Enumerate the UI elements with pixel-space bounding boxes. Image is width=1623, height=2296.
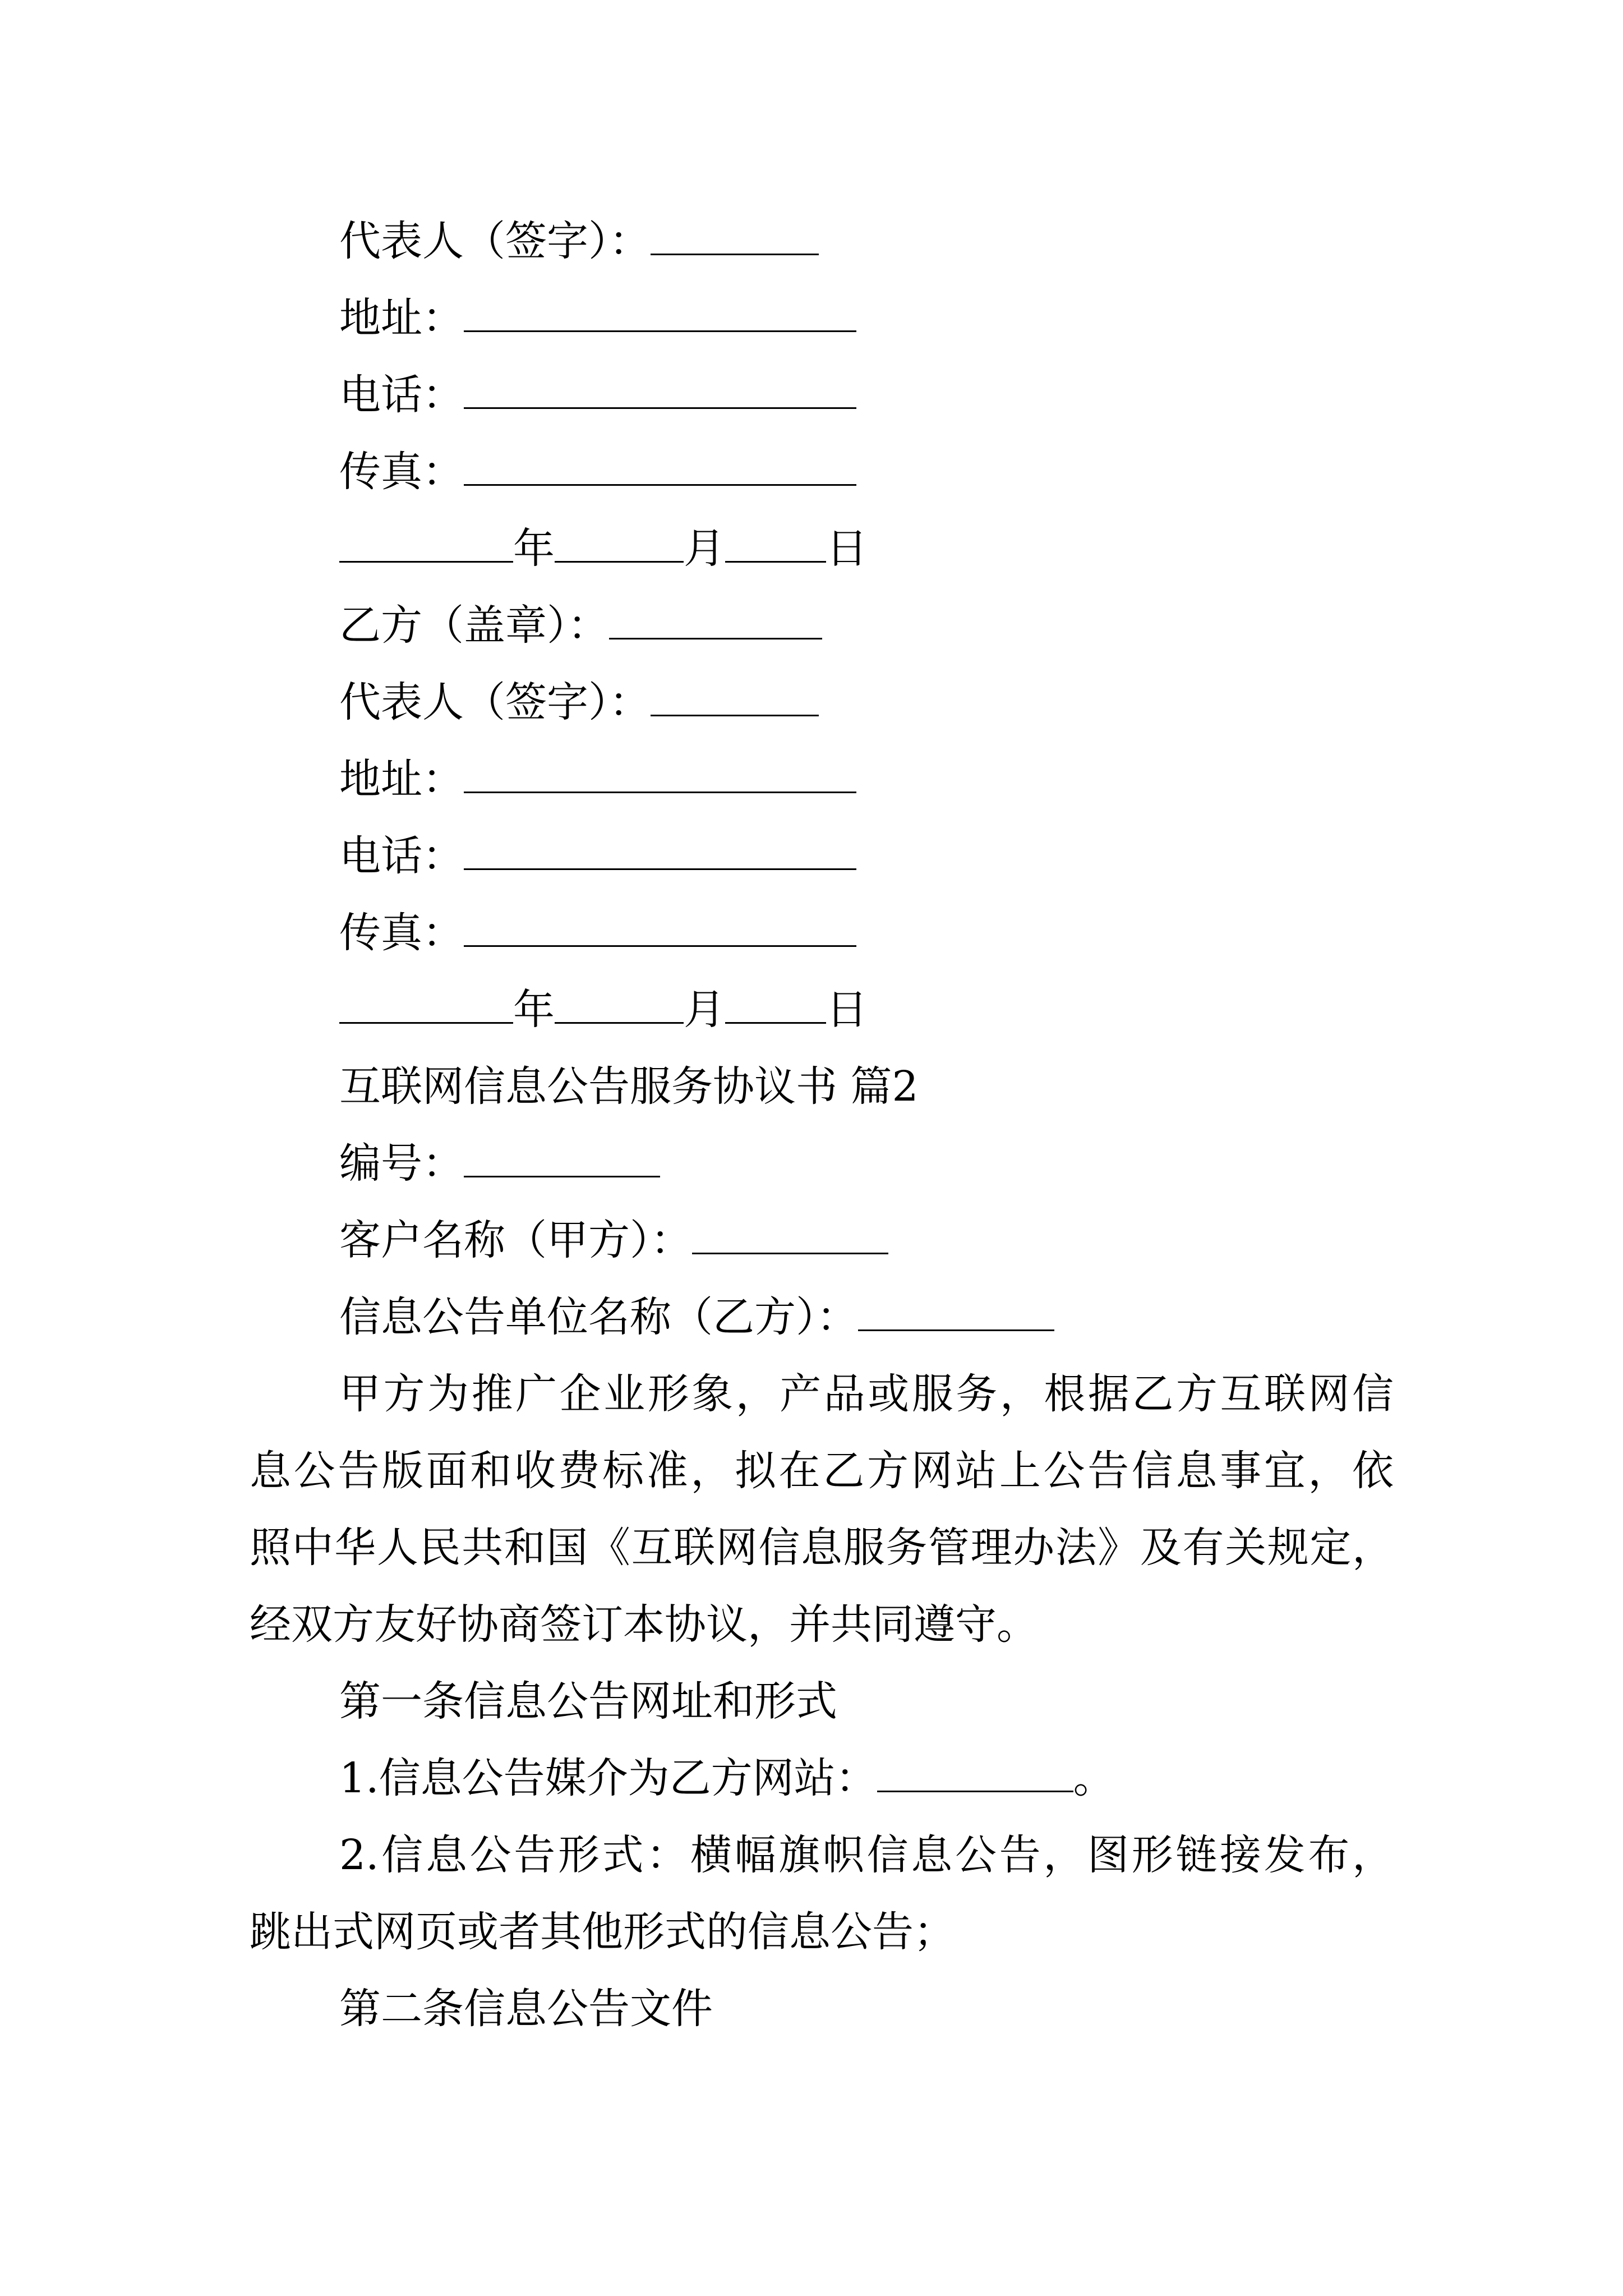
party-b-fax-blank xyxy=(464,906,856,947)
client-name-label: 客户名称（甲方）： xyxy=(339,1216,692,1264)
publisher-name-line xyxy=(339,1289,1054,1345)
intro-line-1: 甲方为推广企业形象，产品或服务，根据乙方互联网信 xyxy=(339,1370,1394,1418)
party-a-year-label: 年 xyxy=(513,524,555,573)
party-a-address-label: 地址： xyxy=(339,294,464,342)
item-1-text: 1.信息公告媒介为乙方网站： xyxy=(339,1754,877,1802)
party-a-fax-label: 传真： xyxy=(339,448,464,496)
party-b-month-label: 月 xyxy=(684,986,725,1034)
party-b-rep-label: 代表人（签字）： xyxy=(339,678,651,726)
party-a-phone-blank xyxy=(464,368,856,409)
party-a-rep-line xyxy=(339,213,819,269)
party-a-day-label: 日 xyxy=(826,524,868,573)
party-b-address-label: 地址： xyxy=(339,755,464,803)
intro-line-4: 经双方友好协商签订本协议，并共同遵守。 xyxy=(250,1600,1038,1649)
party-b-address-blank xyxy=(464,752,856,793)
client-name-blank xyxy=(692,1213,888,1254)
party-b-address-line xyxy=(339,751,856,807)
article-1-title: 第一条信息公告网址和形式 xyxy=(339,1677,837,1726)
contract-number-line xyxy=(339,1135,660,1191)
website-blank xyxy=(877,1751,1073,1792)
party-b-month-blank xyxy=(555,983,684,1024)
section-title: 互联网信息公告服务协议书 篇2 xyxy=(339,1062,919,1111)
party-a-year-blank xyxy=(339,522,513,563)
intro-line-3: 照中华人民共和国《互联网信息服务管理办法》及有关规定， xyxy=(250,1524,1394,1572)
party-b-phone-label: 电话： xyxy=(339,832,464,880)
party-a-phone-line xyxy=(339,367,856,423)
party-b-date-line xyxy=(339,982,868,1038)
contract-number-label: 编号： xyxy=(339,1139,464,1188)
party-a-month-blank xyxy=(555,522,684,563)
party-b-seal-blank xyxy=(609,599,822,639)
party-a-address-line xyxy=(339,290,856,346)
article-2-title: 第二条信息公告文件 xyxy=(339,1985,713,2033)
party-a-fax-blank xyxy=(464,445,856,486)
party-b-rep-line xyxy=(339,674,819,730)
publisher-name-label: 信息公告单位名称（乙方）： xyxy=(339,1293,858,1341)
party-a-rep-label: 代表人（签字）： xyxy=(339,217,651,265)
party-a-month-label: 月 xyxy=(684,524,725,573)
party-b-rep-blank xyxy=(651,675,819,716)
party-b-seal-label: 乙方（盖章）： xyxy=(339,601,609,650)
publisher-name-blank xyxy=(858,1290,1054,1331)
party-b-phone-blank xyxy=(464,829,856,870)
article-1-item-2-line-1: 2.信息公告形式：横幅旗帜信息公告，图形链接发布， xyxy=(339,1831,1394,1879)
party-a-rep-blank xyxy=(651,214,819,255)
party-b-day-label: 日 xyxy=(826,986,868,1034)
party-a-address-blank xyxy=(464,291,856,332)
party-b-fax-label: 传真： xyxy=(339,909,464,957)
party-b-phone-line xyxy=(339,828,856,884)
client-name-line xyxy=(339,1212,888,1268)
contract-number-blank xyxy=(464,1137,660,1177)
party-b-year-label: 年 xyxy=(513,986,555,1034)
item-1-suffix: 。 xyxy=(1073,1754,1115,1802)
party-a-phone-label: 电话： xyxy=(339,371,464,419)
party-b-day-blank xyxy=(725,983,826,1024)
party-a-day-blank xyxy=(725,522,826,563)
article-1-item-2-line-2: 跳出式网页或者其他形式的信息公告； xyxy=(250,1908,955,1956)
party-a-fax-line xyxy=(339,444,856,500)
party-a-date-line xyxy=(339,521,868,577)
party-b-year-blank xyxy=(339,983,513,1024)
article-1-item-1 xyxy=(339,1750,1115,1806)
party-b-fax-line xyxy=(339,905,856,961)
party-b-seal-line xyxy=(339,597,822,654)
intro-line-2: 息公告版面和收费标准，拟在乙方网站上公告信息事宜，依 xyxy=(250,1447,1394,1495)
